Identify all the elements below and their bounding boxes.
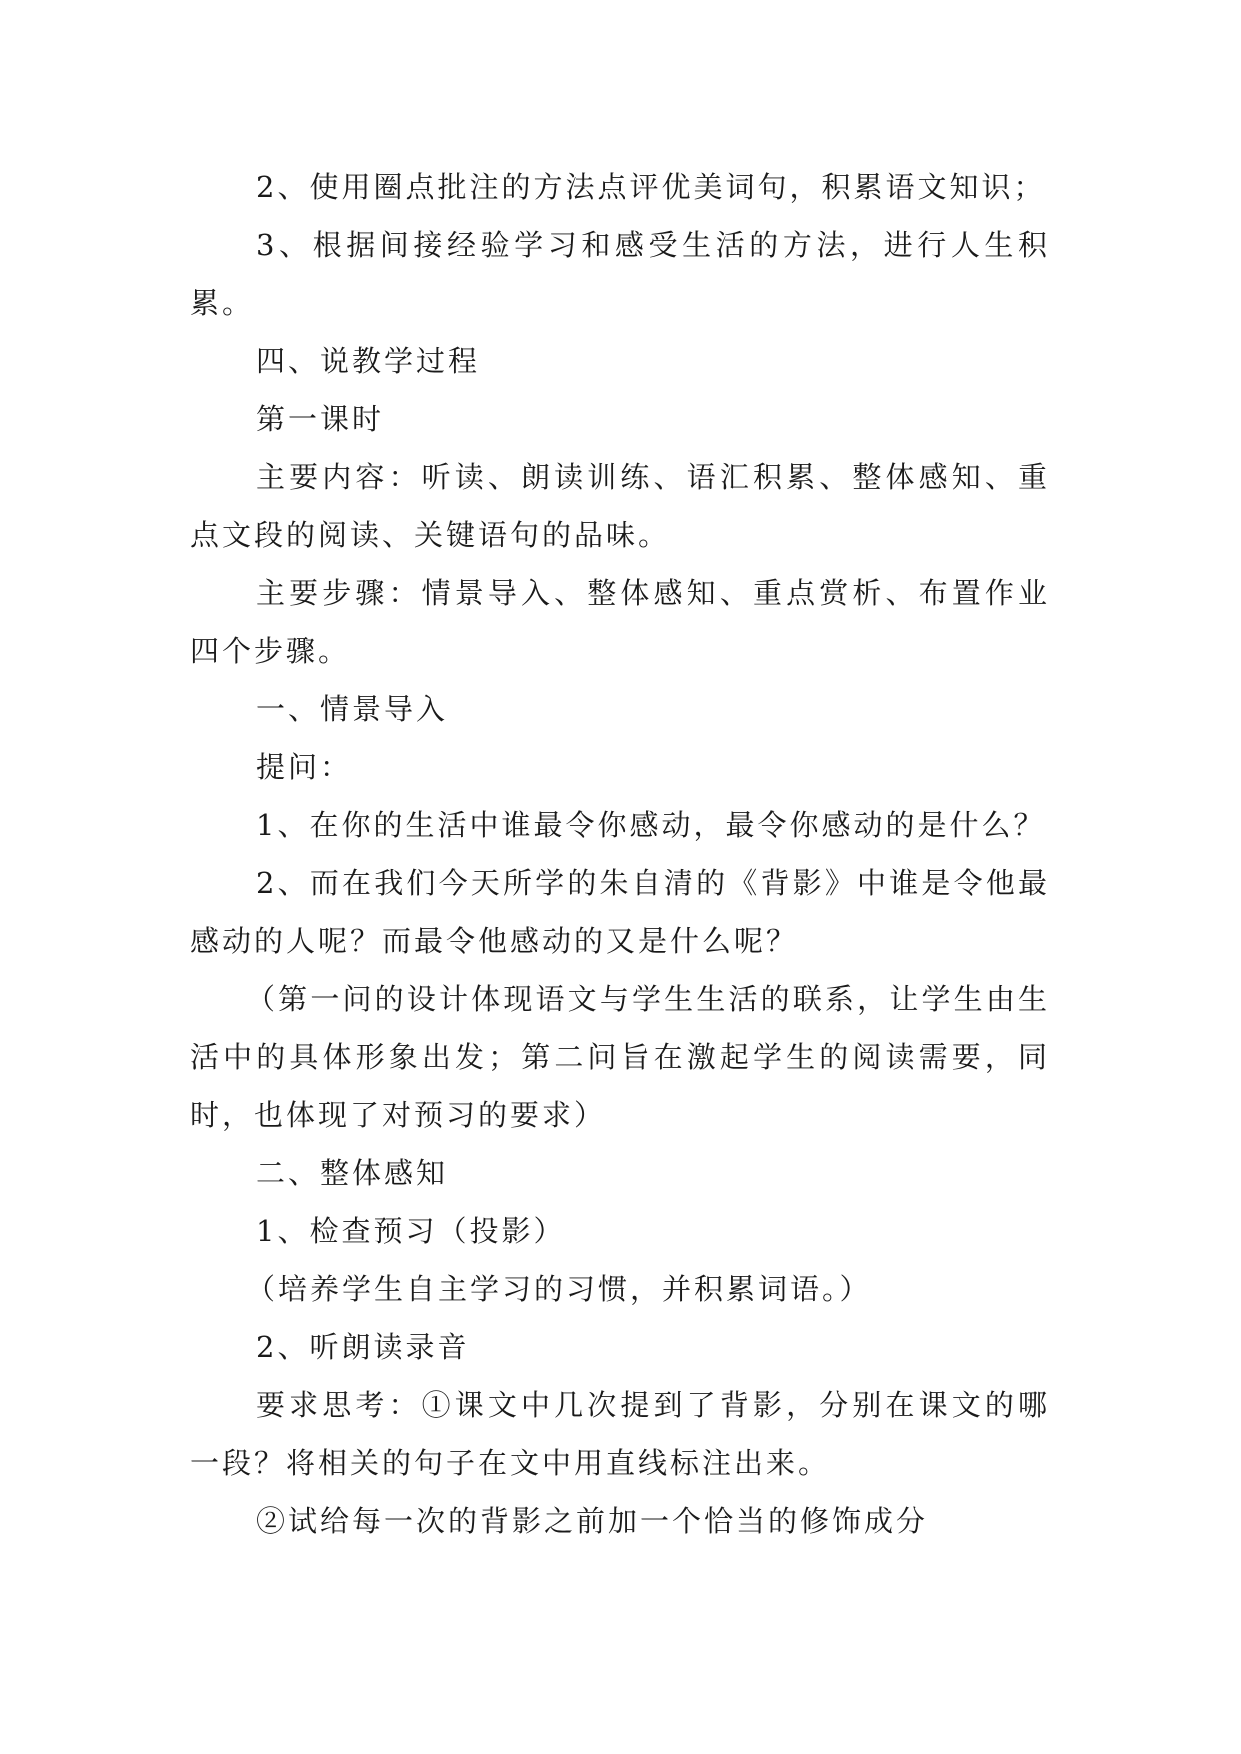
paragraph-modifier-task: ②试给每一次的背影之前加一个恰当的修饰成分: [256, 1504, 929, 1538]
document-body: [190, 158, 1050, 1550]
paragraph-question-2: 2、而在我们今天所学的朱自清的《背影》中谁是令他最感动的人呢？而最令他感动的又是什么呢？: [190, 866, 1050, 958]
paragraph-listen-recording: 2、听朗读录音: [256, 1330, 470, 1364]
paragraph-check-preview: 1、检查预习（投影）: [256, 1214, 566, 1248]
step-heading-intro: 一、情景导入: [256, 692, 449, 726]
step-heading-overview: 二、整体感知: [256, 1156, 449, 1190]
paragraph-think-requirement: 要求思考：①课文中几次提到了背影，分别在课文的哪一段？将相关的句子在文中用直线标注出来。: [190, 1388, 1050, 1480]
paragraph-design-note: （第一问的设计体现语文与学生生活的联系，让学生由生活中的具体形象出发；第二问旨在激起学生的阅读需要，同时，也体现了对预习的要求）: [190, 982, 1050, 1132]
paragraph-objective-3: 3、根据间接经验学习和感受生活的方法，进行人生积累。: [190, 228, 1050, 320]
lesson-heading: 第一课时: [256, 402, 385, 436]
paragraph-question-1: 1、在你的生活中谁最令你感动，最令你感动的是什么？: [256, 808, 1046, 842]
paragraph-questions-label: 提问：: [256, 750, 353, 784]
paragraph-habit-note: （培养学生自主学习的习惯，并积累词语。）: [246, 1272, 872, 1306]
section-heading-teaching-process: 四、说教学过程: [256, 344, 481, 378]
paragraph-objective-2: 2、使用圈点批注的方法点评优美词句，积累语文知识；: [256, 170, 1046, 204]
paragraph-main-content: 主要内容：听读、朗读训练、语汇积累、整体感知、重点文段的阅读、关键语句的品味。: [190, 460, 1050, 552]
paragraph-main-steps: 主要步骤：情景导入、整体感知、重点赏析、布置作业四个步骤。: [190, 576, 1050, 668]
